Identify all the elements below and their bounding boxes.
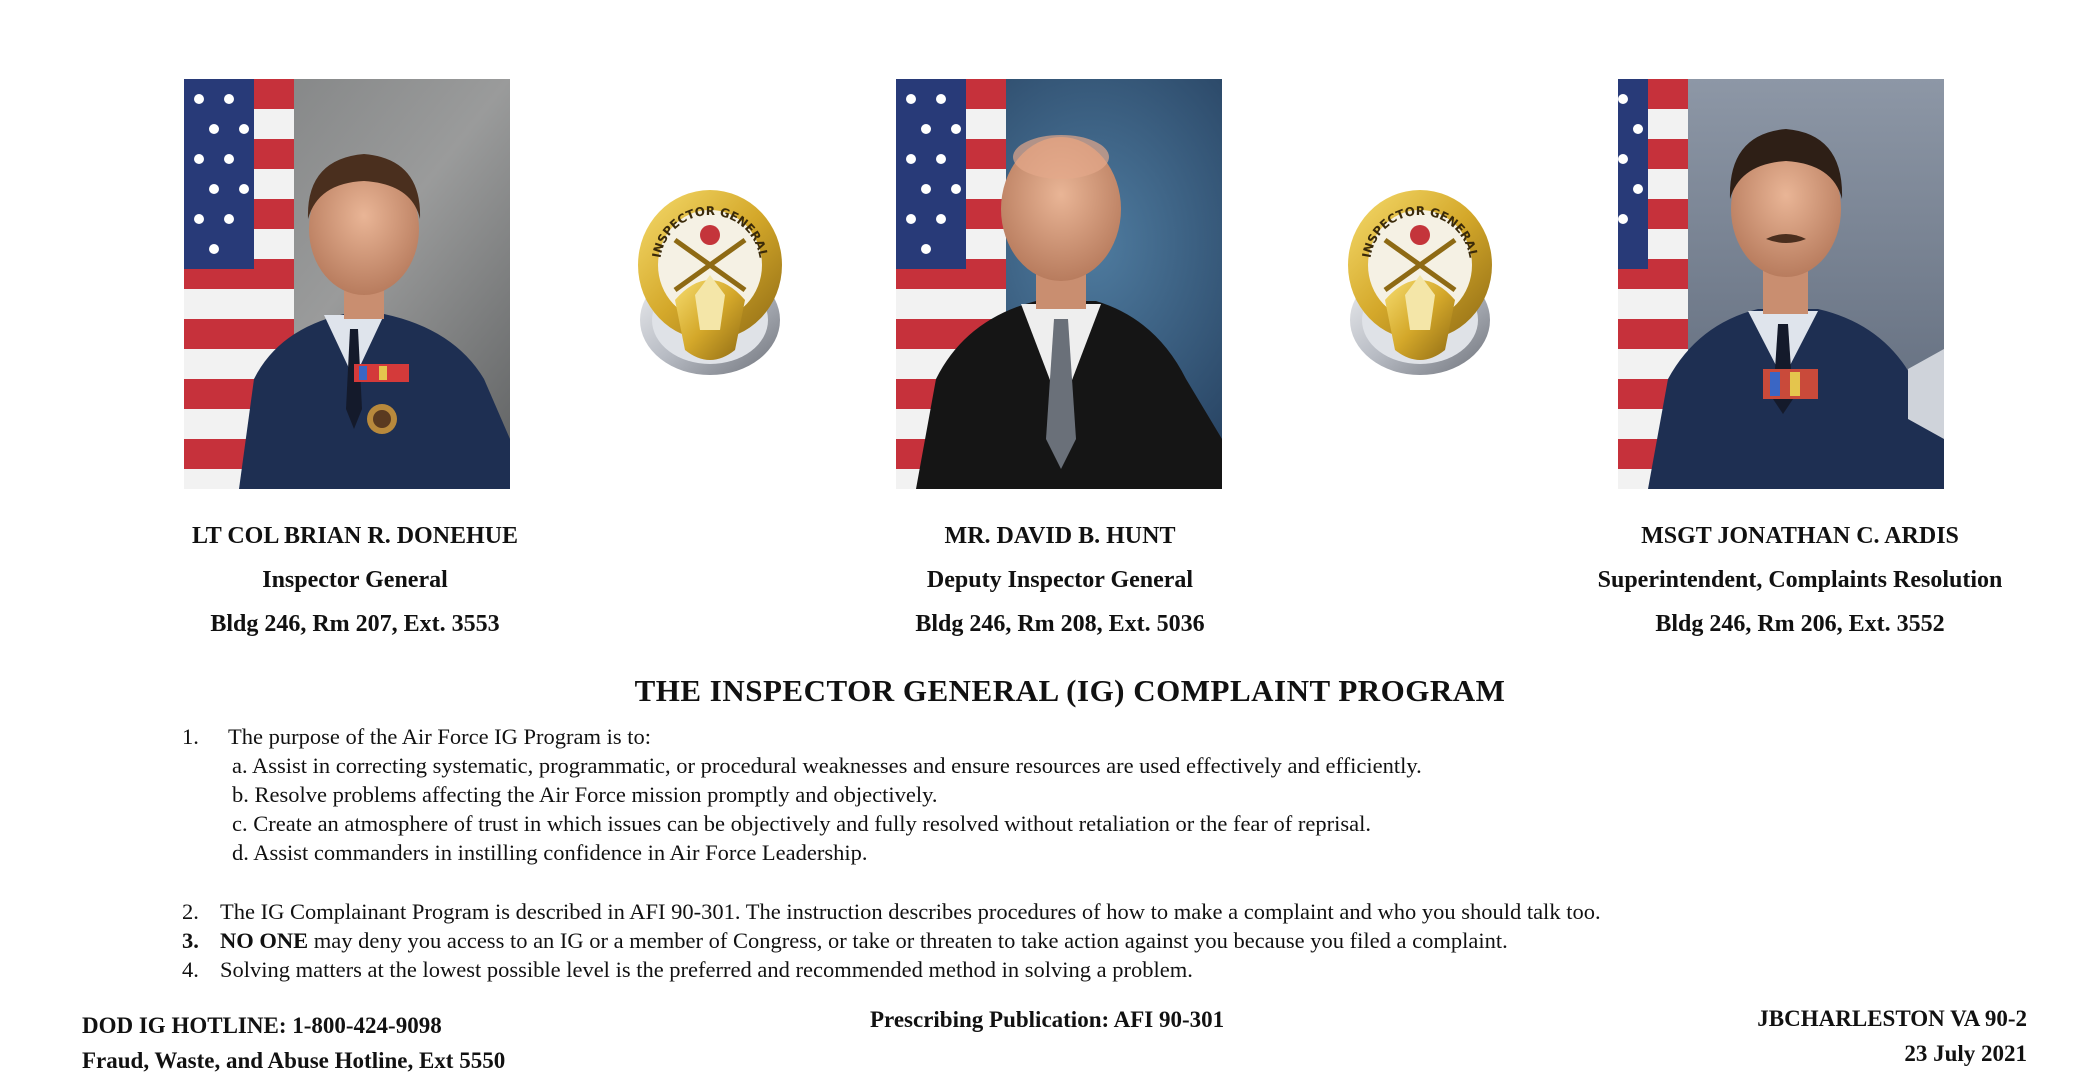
staff-name: MSGT JONATHAN C. ARDIS <box>1641 523 1959 549</box>
staff-card-superintendent <box>1540 514 2060 646</box>
list-item <box>182 926 2042 955</box>
staff-card-inspector-general <box>95 514 615 646</box>
portrait-photo-inspector-general <box>184 79 510 489</box>
staff-name: LT COL BRIAN R. DONEHUE <box>191 523 519 549</box>
dod-ig-hotline: DOD IG HOTLINE: 1-800-424-9098 <box>82 1013 442 1038</box>
item-number: 3. <box>182 928 199 953</box>
item-number: 4. <box>182 957 199 982</box>
staff-office: Bldg 246, Rm 208, Ext. 5036 <box>915 611 1205 637</box>
list-item <box>182 897 2042 926</box>
item-text: may deny you access to an IG or a member of Congress, or take or threaten to take action against you because you filed a complaint. <box>308 928 1508 953</box>
item-text: The IG Complainant Program is described in AFI 90-301. The instruction describes procedures of how to make a complaint and who you should talk too. <box>220 899 1601 924</box>
document-id-block <box>1757 1001 2027 1071</box>
inspector-general-seal-icon <box>1345 180 1495 380</box>
prescribing-publication: Prescribing Publication: AFI 90-301 <box>870 1007 1225 1032</box>
staff-name: MR. DAVID B. HUNT <box>944 523 1176 549</box>
sub-item: b. Resolve problems affecting the Air Force mission promptly and objectively. <box>232 782 938 807</box>
portrait-photo-deputy-inspector-general <box>896 79 1222 489</box>
document-date: 23 July 2021 <box>1904 1041 2027 1066</box>
staff-office: Bldg 246, Rm 206, Ext. 3552 <box>1655 611 1945 637</box>
staff-title: Inspector General <box>262 567 448 593</box>
sub-item: c. Create an atmosphere of trust in which issues can be objectively and fully resolved without retaliation or the fear of reprisal. <box>232 811 1371 836</box>
item-number: 1. <box>182 724 199 749</box>
program-title: THE INSPECTOR GENERAL (IG) COMPLAINT PROGRAM <box>634 673 1506 708</box>
sub-item: d. Assist commanders in instilling confidence in Air Force Leadership. <box>232 840 868 865</box>
program-list <box>182 722 2042 984</box>
staff-card-deputy-inspector-general <box>800 514 1320 646</box>
item-text: Solving matters at the lowest possible level is the preferred and recommended method in solving a problem. <box>220 957 1193 982</box>
list-item <box>182 722 2042 751</box>
staff-office: Bldg 246, Rm 207, Ext. 3553 <box>210 611 500 637</box>
portrait-photo-superintendent <box>1618 79 1944 489</box>
sub-item: a. Assist in correcting systematic, programmatic, or procedural weaknesses and ensure resources are used effectively and efficiently. <box>232 753 1422 778</box>
staff-title: Superintendent, Complaints Resolution <box>1597 567 2003 593</box>
document-id: JBCHARLESTON VA 90-2 <box>1757 1006 2027 1031</box>
staff-title: Deputy Inspector General <box>926 567 1194 593</box>
fraud-hotline: Fraud, Waste, and Abuse Hotline, Ext 5550 <box>82 1048 506 1073</box>
item-number: 2. <box>182 899 199 924</box>
item-text: The purpose of the Air Force IG Program is to: <box>228 724 652 749</box>
list-item <box>182 955 2042 984</box>
inspector-general-seal-icon <box>635 180 785 380</box>
item-emphasis: NO ONE <box>220 928 309 953</box>
footer-hotlines <box>82 1008 505 1078</box>
svg-text:INSPECTOR GENERAL: INSPECTOR GENERAL <box>649 203 771 259</box>
svg-text:INSPECTOR GENERAL: INSPECTOR GENERAL <box>1359 203 1481 259</box>
